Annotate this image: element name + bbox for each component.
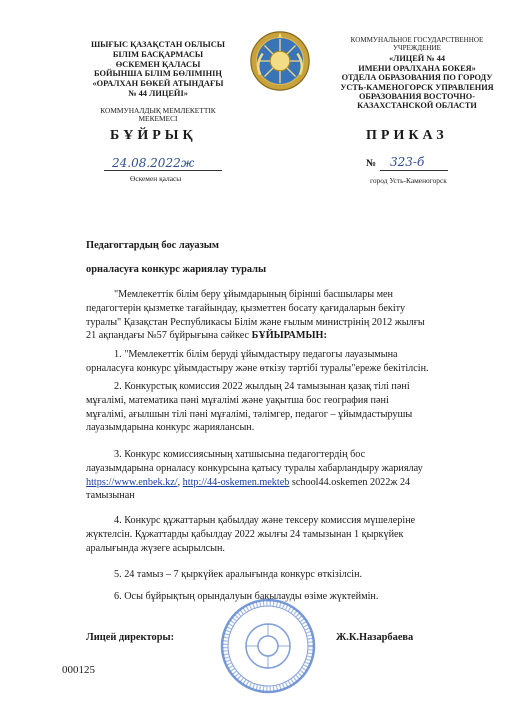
place-russian: город Усть-Каменогорск (370, 176, 447, 185)
official-stamp-icon (218, 596, 318, 696)
item-3-paragraph: 3. Конкурс комиссиясының хатшысына педагогтердің бос лауазымдарына орналасу конкурсына қатысу туралы хабарландыру жариялау https://www.enbek.kz/, http://44-oskemen.mekteb school44.oskemen 2022ж 24 тамызынан (86, 449, 423, 502)
date-handwritten: 24.08.2022ж (112, 156, 195, 170)
link-school-site[interactable]: http://44-oskemen.mekteb (182, 476, 290, 488)
order-number-handwritten: 323-б (390, 155, 425, 169)
header-left-line: № 44 ЛИЦЕЙІ» (128, 88, 188, 98)
item-5-paragraph: 5. 24 тамыз – 7 қыркүйек аралығында конкурс өткізілсін. (114, 569, 363, 580)
state-emblem-icon (249, 30, 311, 92)
number-line (380, 170, 448, 171)
header-right-line: ОТДЕЛА ОБРАЗОВАНИЯ ПО ГОРОДУ (341, 73, 493, 83)
header-right-subtitle: КОММУНАЛЬНОЕ ГОСУДАРСТВЕННОЕ УЧРЕЖДЕНИЕ (350, 36, 484, 53)
signature-role: Лицей директоры: (86, 632, 175, 643)
header-right-line: «ЛИЦЕЙ № 44 (388, 54, 445, 64)
header-right-line: КАЗАХСТАНСКОЙ ОБЛАСТИ (357, 101, 477, 111)
order-number-prefix: № (366, 158, 377, 169)
header-left-line: ШЫҒЫС ҚАЗАҚСТАН ОБЛЫСЫ (90, 40, 226, 49)
header-right-line: ОБРАЗОВАНИЯ ВОСТОЧНО- (358, 92, 476, 102)
intro-paragraph: "Мемлекеттік білім беру ұйымдарының бірінші басшылары мен педагогтерін қызметке тағайындау, қызметтен босату қағидаларын бекіту туралы" Қазақстан Республикасы Білім және ғылым министрінің 2012 жылғы 21 ақпандағы №57 бұйрығына сәйкес БҰЙЫРАМЫН: (86, 289, 425, 342)
page-code: 000125 (62, 664, 95, 676)
header-left-line: БОЙЫНША БІЛІМ БӨЛІМІНІҢ (94, 69, 222, 79)
order-title-russian: ПРИКАЗ (366, 128, 448, 143)
item-1-paragraph: 1. "Мемлекеттік білім беруді ұйымдастыру педагогы лауазымына орналасуға конкурс ұйымдастыру және өткізу тәртібі туралы"ереже бекітілсін. (86, 349, 429, 374)
header-left-line: ӨСКЕМЕН ҚАЛАСЫ (115, 59, 201, 69)
link-enbek[interactable]: https://www.enbek.kz/ (86, 476, 178, 488)
signature-name: Ж.К.Назарбаева (336, 632, 414, 643)
place-kazakh: Өскемен қаласы (130, 174, 182, 183)
item-2-paragraph: 2. Конкурстық комиссия 2022 жылдың 24 тамызынан қазақ тілі пәні мұғалімі, математика пәні мұғалімі және уақытша бос география пәні мұғалімі, ағылшын тілі пәні мұғалімі, тәлімгер, педагог – ұйымдастырушы лауазымдарына конкурс жариялансын. (86, 381, 413, 434)
date-line (104, 170, 222, 171)
subject-line-2: орналасуға конкурс жариялау туралы (86, 264, 267, 275)
order-title-kazakh: БҰЙРЫҚ (110, 128, 197, 143)
header-right-line: ИМЕНИ ОРАЛХАНА БОКЕЯ» (358, 63, 476, 73)
decree-word: БҰЙЫРАМЫН: (251, 330, 327, 342)
item-4-paragraph: 4. Конкурс құжаттарын қабылдау және тексеру комиссия мүшелеріне жүктелсін. Құжаттарды қабылдау 2022 жылғы 24 тамызынан 1 қыркүйек аралығында жүзеге асырылсын. (86, 515, 416, 554)
header-left-line: «ОРАЛХАН БӨКЕЙ АТЫНДАҒЫ (92, 79, 224, 89)
header-left-line: БІЛІМ БАСҚАРМАСЫ (112, 49, 204, 59)
item-6-paragraph: 6. Осы бұйрықтың орындалуын бақылауды өзіме жүктеймін. (114, 591, 379, 602)
subject-line-1: Педагогтардың бос лауазым (86, 240, 219, 251)
header-right-russian (318, 36, 516, 111)
header-right-line: УСТЬ-КАМЕНОГОРСК УПРАВЛЕНИЯ (340, 82, 494, 92)
header-left-kazakh (78, 40, 238, 124)
header-left-subtitle: КОММУНАЛДЫҚ МЕМЛЕКЕТТІК МЕКЕМЕСІ (100, 105, 216, 124)
